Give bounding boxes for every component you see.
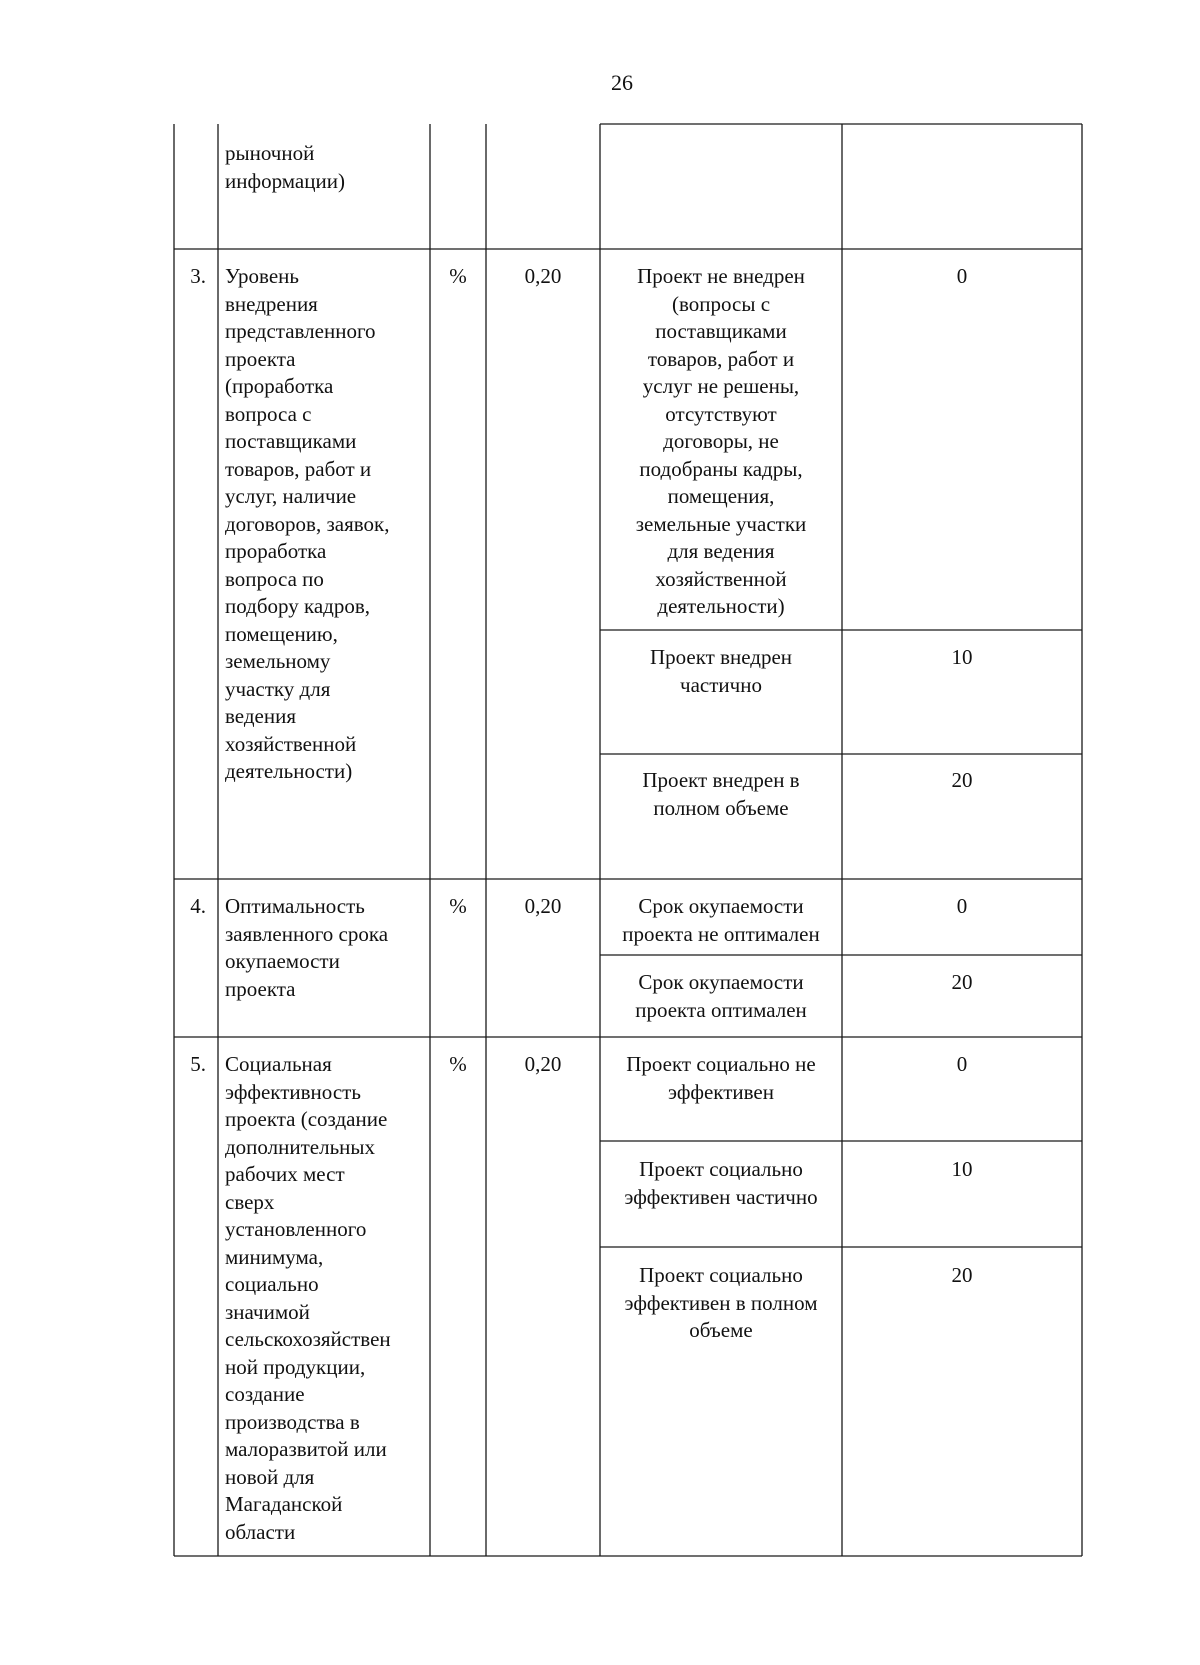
row-5-option-3: Проект социально эффективен в полном объеме	[624, 1263, 818, 1342]
row-3-option-1: Проект не внедрен (вопросы с поставщиками товаров, работ и услуг не решены, отсутствуют договоры, не подобраны кадры, помещения, земельные участки для ведения хозяйственной деятельности)	[635, 264, 807, 618]
row-4-score-1: 0	[956, 894, 968, 918]
row-5-unit: %	[449, 1052, 467, 1076]
row-5-criterion: Социальная эффективность проекта (создание дополнительных рабочих мест сверх установленного минимума, социально значимой сельскохозяйствен ной продукции, создание производства в малоразвитой или новой для Магаданской области	[225, 1052, 391, 1544]
row-5-score-1: 0	[956, 1052, 968, 1076]
row-4-weight: 0,20	[524, 894, 562, 918]
row-4-unit: %	[449, 894, 467, 918]
row-5-number: 5.	[190, 1052, 206, 1076]
continuation-criterion: рыночной информации)	[225, 141, 345, 193]
row-3-score-3: 20	[951, 768, 973, 792]
row-3-score-2: 10	[951, 645, 973, 669]
page-number: 26	[611, 70, 633, 95]
row-5-weight: 0,20	[524, 1052, 562, 1076]
row-3-option-2: Проект внедрен частично	[649, 645, 793, 697]
row-4-criterion: Оптимальность заявленного срока окупаемости проекта	[225, 894, 389, 1001]
row-4-option-2: Срок окупаемости проекта оптимален	[635, 970, 807, 1022]
row-3-option-3: Проект внедрен в полном объеме	[642, 768, 800, 820]
row-3-score-1: 0	[956, 264, 968, 288]
row-5-option-2: Проект социально эффективен частично	[624, 1157, 818, 1209]
row-4-number: 4.	[190, 894, 206, 918]
row-3-weight: 0,20	[524, 264, 562, 288]
row-5-option-1: Проект социально не эффективен	[626, 1052, 816, 1104]
row-4-option-1: Срок окупаемости проекта не оптимален	[622, 894, 820, 946]
row-4-score-2: 20	[951, 970, 973, 994]
row-3-criterion: Уровень внедрения представленного проекта (проработка вопроса с поставщиками товаров, работ и услуг, наличие договоров, заявок, проработка вопроса по подбору кадров, помещению, земельному участку для ведения хозяйственной деятельности)	[225, 264, 390, 783]
row-3-number: 3.	[190, 264, 206, 288]
row-3-unit: %	[449, 264, 467, 288]
row-5-score-3: 20	[951, 1263, 973, 1287]
row-5-score-2: 10	[951, 1157, 973, 1181]
